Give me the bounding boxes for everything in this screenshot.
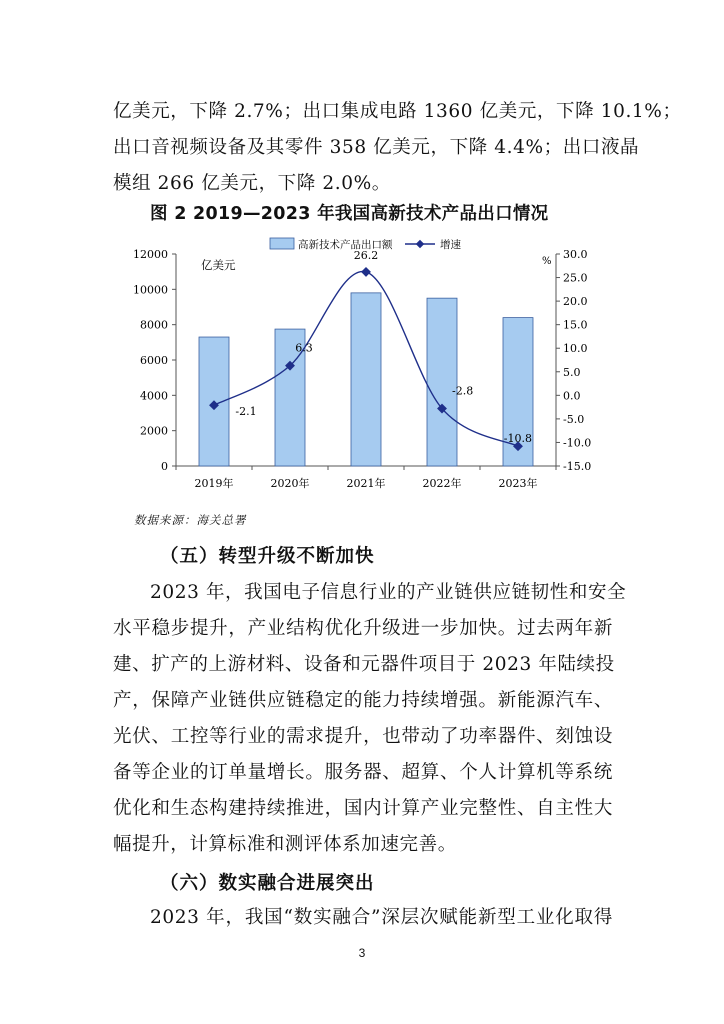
section5-paragraph bbox=[113, 575, 627, 863]
y2-tick-label: 5.0 bbox=[563, 365, 581, 379]
y2-tick-label: -10.0 bbox=[563, 436, 592, 450]
growth-data-label: 26.2 bbox=[353, 248, 379, 262]
y2-tick-label: 10.0 bbox=[563, 342, 588, 356]
y-tick-label: 4000 bbox=[140, 389, 168, 403]
data-source: 数据来源：海关总署 bbox=[134, 513, 247, 527]
section6-paragraph bbox=[113, 900, 613, 936]
section5-line: 水平稳步提升，产业结构优化升级进一步加快。过去两年新 bbox=[113, 618, 613, 639]
y-tick-label: 6000 bbox=[140, 354, 168, 367]
legend-bar-swatch bbox=[270, 238, 294, 249]
bar bbox=[351, 293, 381, 466]
y-axis-unit: 亿美元 bbox=[201, 258, 236, 272]
legend-bar-label: 高新技术产品出口额 bbox=[298, 239, 393, 251]
y-tick-label: 10000 bbox=[133, 283, 168, 297]
growth-data-label: 6.3 bbox=[295, 341, 313, 355]
intro-line: 模组 266 亿美元，下降 2.0%。 bbox=[113, 173, 391, 194]
section5-line: 产，保障产业链供应链稳定的能力持续增强。新能源汽车、 bbox=[113, 690, 613, 711]
x-tick-label: 2023年 bbox=[498, 477, 538, 490]
section6-heading: （六）数实融合进展突出 bbox=[160, 873, 375, 894]
section6-line: 2023 年，我国“数实融合”深层次赋能新型工业化取得 bbox=[150, 907, 613, 928]
y2-tick-label: 0.0 bbox=[563, 389, 581, 403]
growth-data-label: -2.1 bbox=[235, 405, 257, 419]
y2-tick-label: -15.0 bbox=[563, 460, 592, 473]
section5-line: 建、扩产的上游材料、设备和元器件项目于 2023 年陆续投 bbox=[113, 654, 615, 675]
intro-line: 出口音视频设备及其零件 358 亿美元，下降 4.4%；出口液晶 bbox=[113, 137, 640, 158]
y2-tick-label: 15.0 bbox=[563, 318, 588, 332]
section5-line: 备等企业的订单量增长。服务器、超算、个人计算机等系统 bbox=[113, 762, 613, 783]
y2-tick-label: 25.0 bbox=[563, 271, 588, 285]
growth-point bbox=[361, 267, 371, 277]
y-tick-label: 0 bbox=[161, 460, 168, 473]
y-tick-label: 8000 bbox=[140, 318, 168, 332]
section5-line: 光伏、工控等行业的需求提升，也带动了功率器件、刻蚀设 bbox=[113, 726, 613, 747]
figure-title: 图 2 2019—2023 年我国高新技术产品出口情况 bbox=[150, 204, 549, 224]
y2-axis-unit: % bbox=[542, 256, 552, 267]
x-tick-label: 2022年 bbox=[422, 477, 462, 490]
y-tick-label: 2000 bbox=[140, 424, 168, 438]
chart-layer bbox=[133, 238, 591, 490]
y2-tick-label: 20.0 bbox=[563, 295, 588, 309]
section5-line: 2023 年，我国电子信息行业的产业链供应链韧性和安全 bbox=[150, 582, 627, 603]
legend-line-marker bbox=[416, 240, 424, 248]
x-tick-label: 2021年 bbox=[346, 477, 386, 490]
legend-line-label: 增速 bbox=[440, 239, 461, 251]
export-chart bbox=[0, 235, 724, 535]
y-tick-label: 12000 bbox=[133, 248, 168, 261]
growth-data-label: -2.8 bbox=[452, 384, 474, 398]
x-tick-label: 2020年 bbox=[270, 477, 310, 490]
intro-line: 亿美元，下降 2.7%；出口集成电路 1360 亿美元，下降 10.1%； bbox=[113, 101, 682, 122]
section5-line: 幅提升，计算标准和测评体系加速完善。 bbox=[113, 834, 457, 855]
y2-tick-label: 30.0 bbox=[563, 248, 588, 261]
intro-paragraph bbox=[113, 94, 682, 202]
growth-data-label: -10.8 bbox=[503, 432, 532, 446]
section5-heading: （五）转型升级不断加快 bbox=[160, 546, 375, 567]
section5-line: 优化和生态构建持续推进，国内计算产业完整性、自主性大 bbox=[113, 798, 613, 819]
x-tick-label: 2019年 bbox=[194, 477, 234, 490]
bar bbox=[427, 298, 457, 466]
y2-tick-label: -5.0 bbox=[563, 412, 585, 426]
page-number: 3 bbox=[358, 946, 366, 960]
